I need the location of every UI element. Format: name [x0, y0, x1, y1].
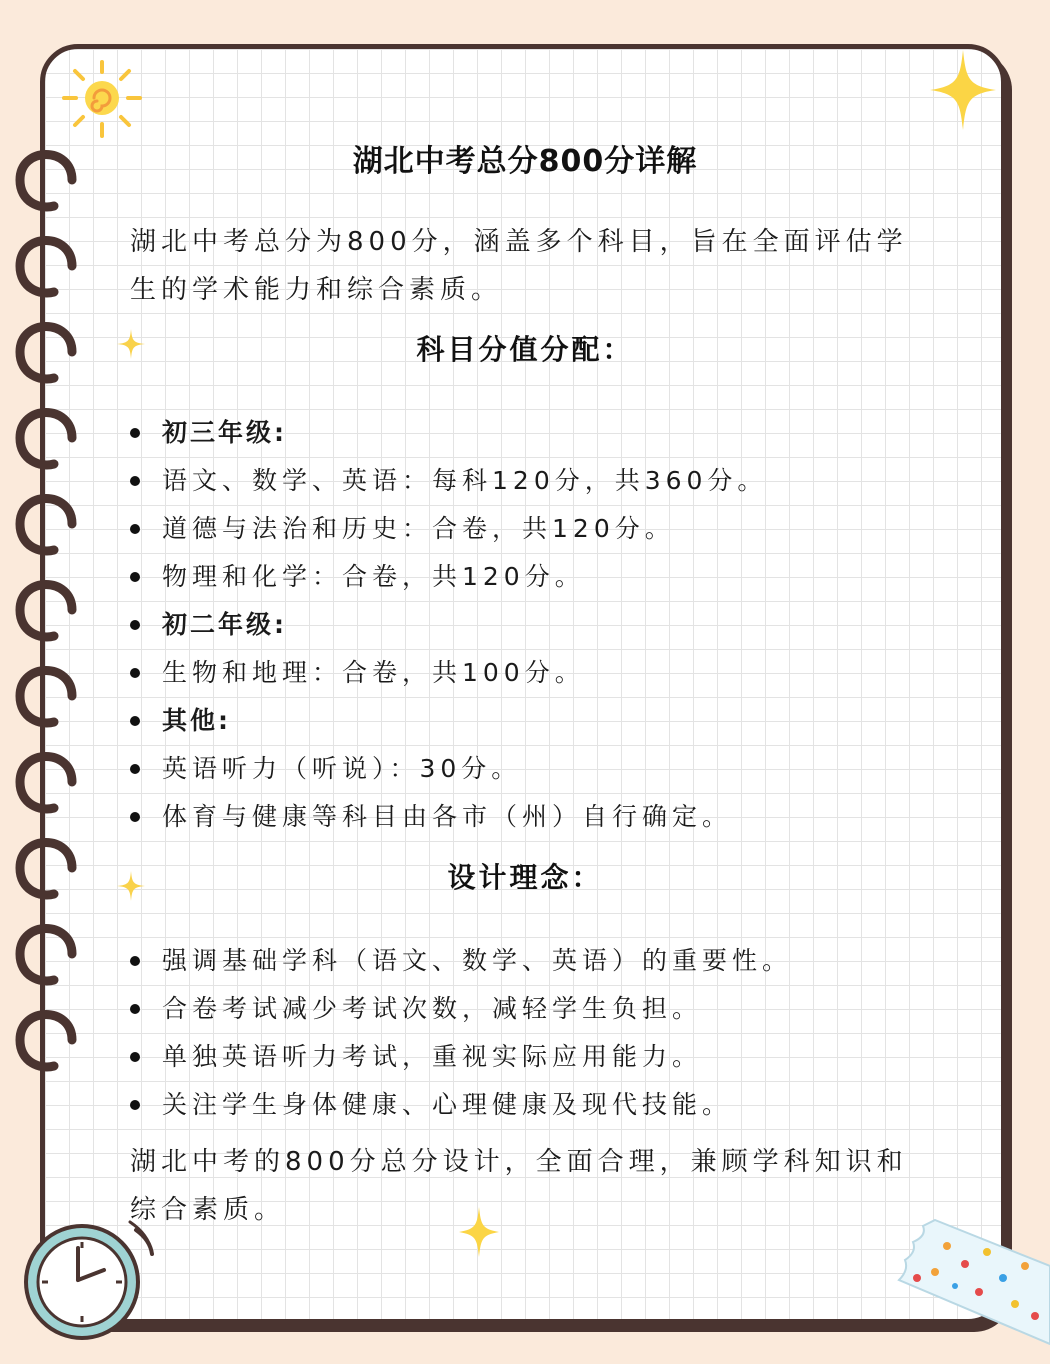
intro-paragraph: 湖北中考总分为800分，涵盖多个科目，旨在全面评估学生的学术能力和综合素质。 — [130, 227, 908, 305]
design-list — [130, 937, 950, 1129]
list-item: 生物和地理：合卷，共100分。 — [130, 649, 950, 697]
list-item: 强调基础学科（语文、数学、英语）的重要性。 — [130, 937, 950, 985]
list-item: 英语听力（听说）：30分。 — [130, 745, 950, 793]
page-title: 湖北中考总分800分详解 — [352, 144, 698, 179]
list-item: 关注学生身体健康、心理健康及现代技能。 — [130, 1081, 950, 1129]
section-title-allocation: 科目分值分配： — [416, 333, 634, 366]
list-item: 体育与健康等科目由各市（州）自行确定。 — [130, 793, 950, 841]
list-item: 初三年级: — [130, 409, 950, 457]
allocation-list — [130, 409, 950, 841]
list-item: 其他: — [130, 697, 950, 745]
list-item: 语文、数学、英语：每科120分，共360分。 — [130, 457, 950, 505]
list-item: 物理和化学：合卷，共120分。 — [130, 553, 950, 601]
list-item: 初二年级: — [130, 601, 950, 649]
list-item: 合卷考试减少考试次数，减轻学生负担。 — [130, 985, 950, 1033]
conclusion-paragraph: 湖北中考的800分总分设计，全面合理，兼顾学科知识和综合素质。 — [130, 1147, 908, 1225]
list-item: 道德与法治和历史：合卷，共120分。 — [130, 505, 950, 553]
list-item: 单独英语听力考试，重视实际应用能力。 — [130, 1033, 950, 1081]
section-title-design: 设计理念： — [447, 861, 603, 894]
